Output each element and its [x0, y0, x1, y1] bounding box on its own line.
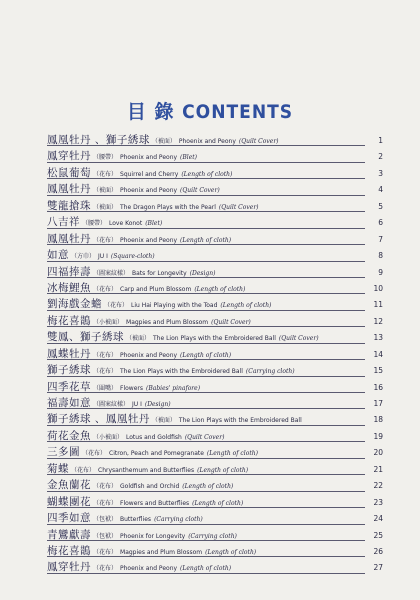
- toc-entry: [47, 314, 383, 330]
- toc-entry: [47, 363, 383, 379]
- dotted-leader: [47, 261, 365, 262]
- entry-chinese-title: 鳳凰牡丹: [47, 232, 91, 245]
- entry-text: [47, 364, 298, 377]
- entry-page-number: 15: [367, 363, 383, 378]
- entry-english-title: Flowers: [120, 384, 143, 392]
- entry-english-title: Citron, Peach and Pomegranate: [109, 450, 204, 458]
- entry-type: （花布）: [93, 285, 118, 293]
- toc-entry: [47, 445, 383, 461]
- entry-page-number: 23: [367, 495, 383, 510]
- entry-english-title: Phoenix and Peony: [120, 187, 178, 195]
- entry-category: (Design): [144, 401, 171, 408]
- entry-type: （花布）: [71, 466, 96, 474]
- entry-page-number: 24: [367, 511, 383, 526]
- entry-text: [47, 199, 262, 212]
- entry-category: (Length of cloth): [197, 466, 249, 474]
- toc-entry: [47, 281, 383, 297]
- entry-english-title: Phoenix and Peony: [178, 138, 236, 145]
- entry-chinese-title: 四福捧壽: [47, 265, 91, 278]
- toc-entry: [47, 166, 383, 182]
- dotted-leader: [47, 392, 365, 393]
- entry-text: [47, 446, 261, 459]
- entry-page-number: 10: [367, 281, 383, 296]
- entry-english-title: Squirrel and Cherry: [120, 170, 179, 178]
- entry-text: [47, 380, 203, 393]
- entry-type: （圖案紋樣）: [93, 269, 130, 277]
- entry-chinese-title: 金魚蘭花: [47, 479, 91, 492]
- entry-category: (Length of cloth): [192, 499, 244, 507]
- dotted-leader: [47, 293, 365, 294]
- dotted-leader: [47, 524, 365, 525]
- entry-text: [47, 183, 223, 196]
- entry-chinese-title: 鳳凰牡丹: [47, 183, 91, 196]
- entry-chinese-title: 雙鳳、獅子綉球: [47, 331, 124, 344]
- entry-category: (Length of cloth): [220, 302, 272, 310]
- entry-chinese-title: 獅子綉球 、鳳凰牡丹: [47, 413, 150, 426]
- entry-text: [47, 331, 322, 344]
- entry-type: （花布）: [82, 450, 107, 458]
- entry-page-number: 16: [367, 380, 383, 395]
- entry-text: [47, 512, 206, 525]
- entry-page-number: 2: [367, 149, 383, 164]
- entry-english-title: The Lion Plays with the Embroidered Ball: [178, 417, 302, 425]
- entry-type: （圖案紋樣）: [93, 401, 130, 408]
- entry-type: （花布）: [93, 548, 118, 556]
- entry-type: （被面）: [126, 335, 151, 343]
- entry-chinese-title: 如意: [47, 249, 69, 262]
- entry-type: （方巾）: [71, 253, 96, 261]
- entry-page-number: 11: [367, 297, 383, 312]
- entry-text: [47, 298, 274, 311]
- contents-list: [47, 133, 383, 577]
- entry-english-title: Liu Hai Playing with the Toad: [131, 302, 218, 310]
- entry-page-number: 6: [367, 215, 383, 230]
- dotted-leader: [47, 491, 365, 492]
- toc-entry: [47, 199, 383, 215]
- toc-entry: [47, 297, 383, 313]
- entry-english-title: Phoenix and Peony: [120, 154, 178, 162]
- entry-chinese-title: 福壽如意: [47, 397, 91, 409]
- dotted-leader: [47, 277, 365, 278]
- toc-entry: [47, 396, 383, 412]
- entry-text: [47, 216, 165, 229]
- entry-english-title: Carp and Plum Blossom: [120, 285, 192, 293]
- entry-page-number: 21: [367, 462, 383, 477]
- toc-entry: [47, 265, 383, 281]
- toc-entry: [47, 478, 383, 494]
- entry-type: （腰帶）: [82, 220, 107, 228]
- entry-text: [47, 413, 308, 426]
- entry-type: （花布）: [104, 302, 129, 310]
- entry-page-number: 27: [367, 560, 383, 575]
- entry-category: (Quilt Cover): [278, 335, 319, 343]
- entry-chinese-title: 劉海戲金蟾: [47, 298, 102, 311]
- dotted-leader: [47, 326, 365, 327]
- entry-category: (Length of cloth): [205, 548, 257, 556]
- entry-text: [47, 397, 174, 409]
- toc-entry: [47, 511, 383, 527]
- entry-category: (Quilt Cover): [238, 138, 279, 145]
- entry-category: (Babies' pinafore): [146, 384, 201, 392]
- entry-chinese-title: 松鼠葡萄: [47, 166, 91, 179]
- toc-entry: [47, 330, 383, 346]
- entry-english-title: Phoenix for Longevity: [120, 532, 186, 540]
- entry-page-number: 22: [367, 478, 383, 493]
- toc-entry: [47, 248, 383, 264]
- entry-page-number: 19: [367, 429, 383, 444]
- entry-english-title: Love Konot: [109, 220, 143, 228]
- toc-entry: [47, 560, 383, 576]
- entry-category: (Square-cloth): [110, 253, 155, 261]
- toc-entry: [47, 380, 383, 396]
- entry-type: （被面）: [151, 138, 176, 145]
- entry-type: （小被面）: [93, 318, 124, 326]
- entry-text: [47, 150, 200, 163]
- dotted-leader: [47, 474, 365, 475]
- entry-type: （花布）: [93, 565, 118, 573]
- entry-category: (Length of cloth): [194, 285, 246, 293]
- entry-category: (Blet): [145, 220, 163, 228]
- dotted-leader: [47, 556, 365, 557]
- entry-english-title: Goldfish and Orchid: [120, 483, 180, 491]
- entry-english-title: Phoenix and Peony: [120, 565, 178, 573]
- entry-chinese-title: 青鸞獻壽: [47, 528, 91, 541]
- entry-type: （包袱）: [93, 532, 118, 540]
- toc-entry: [47, 133, 383, 149]
- entry-category: (Design): [189, 269, 216, 277]
- entry-text: [47, 134, 282, 146]
- entry-text: [47, 479, 236, 492]
- entry-type: （包袱）: [93, 516, 118, 524]
- entry-english-title: Phoenix and Peony: [120, 236, 178, 244]
- entry-category: (Carrying cloth): [154, 516, 203, 524]
- entry-page-number: 14: [367, 347, 383, 362]
- entry-chinese-title: 鳳蝶牡丹: [47, 347, 91, 360]
- entry-type: （小被面）: [93, 433, 124, 441]
- entry-category: (Length of cloth): [180, 565, 232, 573]
- entry-page-number: 20: [367, 445, 383, 460]
- title-english: CONTENTS: [182, 101, 294, 123]
- entry-category: (Length of cloth): [206, 450, 258, 458]
- entry-english-title: JU I: [98, 253, 108, 261]
- entry-page-number: 26: [367, 544, 383, 559]
- entry-english-title: Chrysanthemum and Butterflies: [98, 466, 195, 474]
- entry-english-title: Phoenix and Peony: [120, 351, 178, 359]
- entry-text: [47, 544, 259, 557]
- entry-text: [47, 166, 235, 179]
- entry-english-title: Flowers and Butterflies: [120, 499, 190, 507]
- entry-page-number: 12: [367, 314, 383, 329]
- entry-chinese-title: 獅子綉球: [47, 364, 91, 377]
- entry-chinese-title: 四季如意: [47, 512, 91, 525]
- toc-entry: [47, 544, 383, 560]
- entry-chinese-title: 冰梅鯉魚: [47, 281, 91, 294]
- dotted-leader: [47, 359, 365, 360]
- entry-type: （被面）: [151, 417, 176, 425]
- entry-chinese-title: 蝴蝶團花: [47, 495, 91, 508]
- entry-chinese-title: 雙龍搶珠: [47, 199, 91, 212]
- dotted-leader: [47, 211, 365, 212]
- entry-category: (Length of cloth): [180, 236, 232, 244]
- toc-entry: [47, 215, 383, 231]
- title-chinese: 目 錄: [126, 101, 175, 123]
- entry-chinese-title: 梅花喜鵲: [47, 314, 91, 327]
- entry-text: [47, 314, 254, 327]
- dotted-leader: [47, 195, 365, 196]
- entry-page-number: 25: [367, 528, 383, 543]
- entry-chinese-title: 梅花喜鵲: [47, 544, 91, 557]
- entry-category: (Quilt Cover): [184, 433, 225, 441]
- dotted-leader: [47, 228, 365, 229]
- entry-english-title: The Dragon Plays with the Pearl: [120, 203, 216, 211]
- entry-page-number: 18: [367, 412, 383, 427]
- entry-page-number: 3: [367, 166, 383, 181]
- entry-page-number: 4: [367, 182, 383, 197]
- dotted-leader: [47, 376, 365, 377]
- toc-entry: [47, 412, 383, 428]
- entry-page-number: 1: [367, 133, 383, 148]
- entry-page-number: 7: [367, 232, 383, 247]
- entry-type: （花布）: [93, 368, 118, 376]
- dotted-leader: [47, 408, 365, 409]
- entry-text: [47, 249, 158, 262]
- entry-text: [47, 528, 240, 541]
- entry-chinese-title: 鳳穿牡丹: [47, 561, 91, 574]
- entry-page-number: 9: [367, 265, 383, 280]
- entry-page-number: 13: [367, 330, 383, 345]
- entry-english-title: Magpies and Plum Blossom: [120, 548, 203, 556]
- entry-category: (Quilt Cover): [218, 203, 259, 211]
- entry-chinese-title: 八吉祥: [47, 216, 80, 229]
- dotted-leader: [47, 178, 365, 179]
- entry-chinese-title: 三多圖: [47, 446, 80, 459]
- toc-entry: [47, 528, 383, 544]
- entry-text: [47, 265, 218, 278]
- dotted-leader: [47, 507, 365, 508]
- entry-type: （花布）: [93, 499, 118, 507]
- dotted-leader: [47, 573, 365, 574]
- toc-entry: [47, 232, 383, 248]
- entry-category: (Blet): [180, 154, 198, 162]
- entry-type: （花布）: [93, 236, 118, 244]
- entry-text: [47, 462, 251, 475]
- entry-chinese-title: 鳳凰牡丹 、獅子綉球: [47, 134, 150, 146]
- entry-type: （花布）: [93, 351, 118, 359]
- toc-entry: [47, 429, 383, 445]
- toc-entry: [47, 149, 383, 165]
- entry-text: [47, 232, 234, 245]
- entry-type: （圍嘴）: [93, 384, 118, 392]
- toc-entry: [47, 495, 383, 511]
- entry-english-title: Butterflies: [120, 516, 152, 524]
- entry-chinese-title: 鳳穿牡丹: [47, 150, 91, 163]
- toc-entry: [47, 347, 383, 363]
- entry-chinese-title: 四季花草: [47, 380, 91, 393]
- entry-type: （被面）: [93, 203, 118, 211]
- entry-category: (Carrying cloth): [245, 368, 295, 376]
- entry-page-number: 8: [367, 248, 383, 263]
- entry-type: （腰帶）: [93, 154, 118, 162]
- entry-english-title: Magpies and Plum Blossom: [126, 318, 209, 326]
- entry-english-title: The Lion Plays with the Embroidered Ball: [120, 368, 243, 376]
- toc-entry: [47, 462, 383, 478]
- entry-category: (Length of cloth): [182, 483, 234, 491]
- entry-text: [47, 429, 227, 442]
- dotted-leader: [47, 441, 365, 442]
- entry-text: [47, 561, 234, 574]
- entry-category: (Length of cloth): [180, 351, 232, 359]
- entry-text: [47, 281, 248, 294]
- entry-type: （被面）: [93, 187, 118, 195]
- entry-english-title: Bats for Longevity: [132, 269, 187, 277]
- entry-text: [47, 495, 246, 508]
- entry-english-title: Lotus and Goldfish: [126, 433, 182, 441]
- entry-page-number: 17: [367, 396, 383, 411]
- dotted-leader: [47, 162, 365, 163]
- entry-english-title: JU I: [132, 401, 142, 408]
- entry-category: (Quilt Cover): [180, 187, 220, 195]
- entry-category: (Length of cloth): [181, 170, 233, 178]
- entry-page-number: 5: [367, 199, 383, 214]
- entry-text: [47, 347, 234, 360]
- entry-type: （花布）: [93, 483, 118, 491]
- entry-category: (Carrying cloth): [188, 532, 237, 540]
- dotted-leader: [47, 540, 365, 541]
- entry-chinese-title: 菊蝶: [47, 462, 69, 475]
- dotted-leader: [47, 458, 365, 459]
- page-title: [0, 97, 420, 124]
- entry-type: （花布）: [93, 170, 118, 178]
- entry-category: (Quilt Cover): [211, 318, 251, 326]
- entry-chinese-title: 荷花金魚: [47, 429, 91, 442]
- toc-entry: [47, 182, 383, 198]
- dotted-leader: [47, 244, 365, 245]
- entry-english-title: The Lion Plays with the Embroidered Ball: [153, 335, 276, 343]
